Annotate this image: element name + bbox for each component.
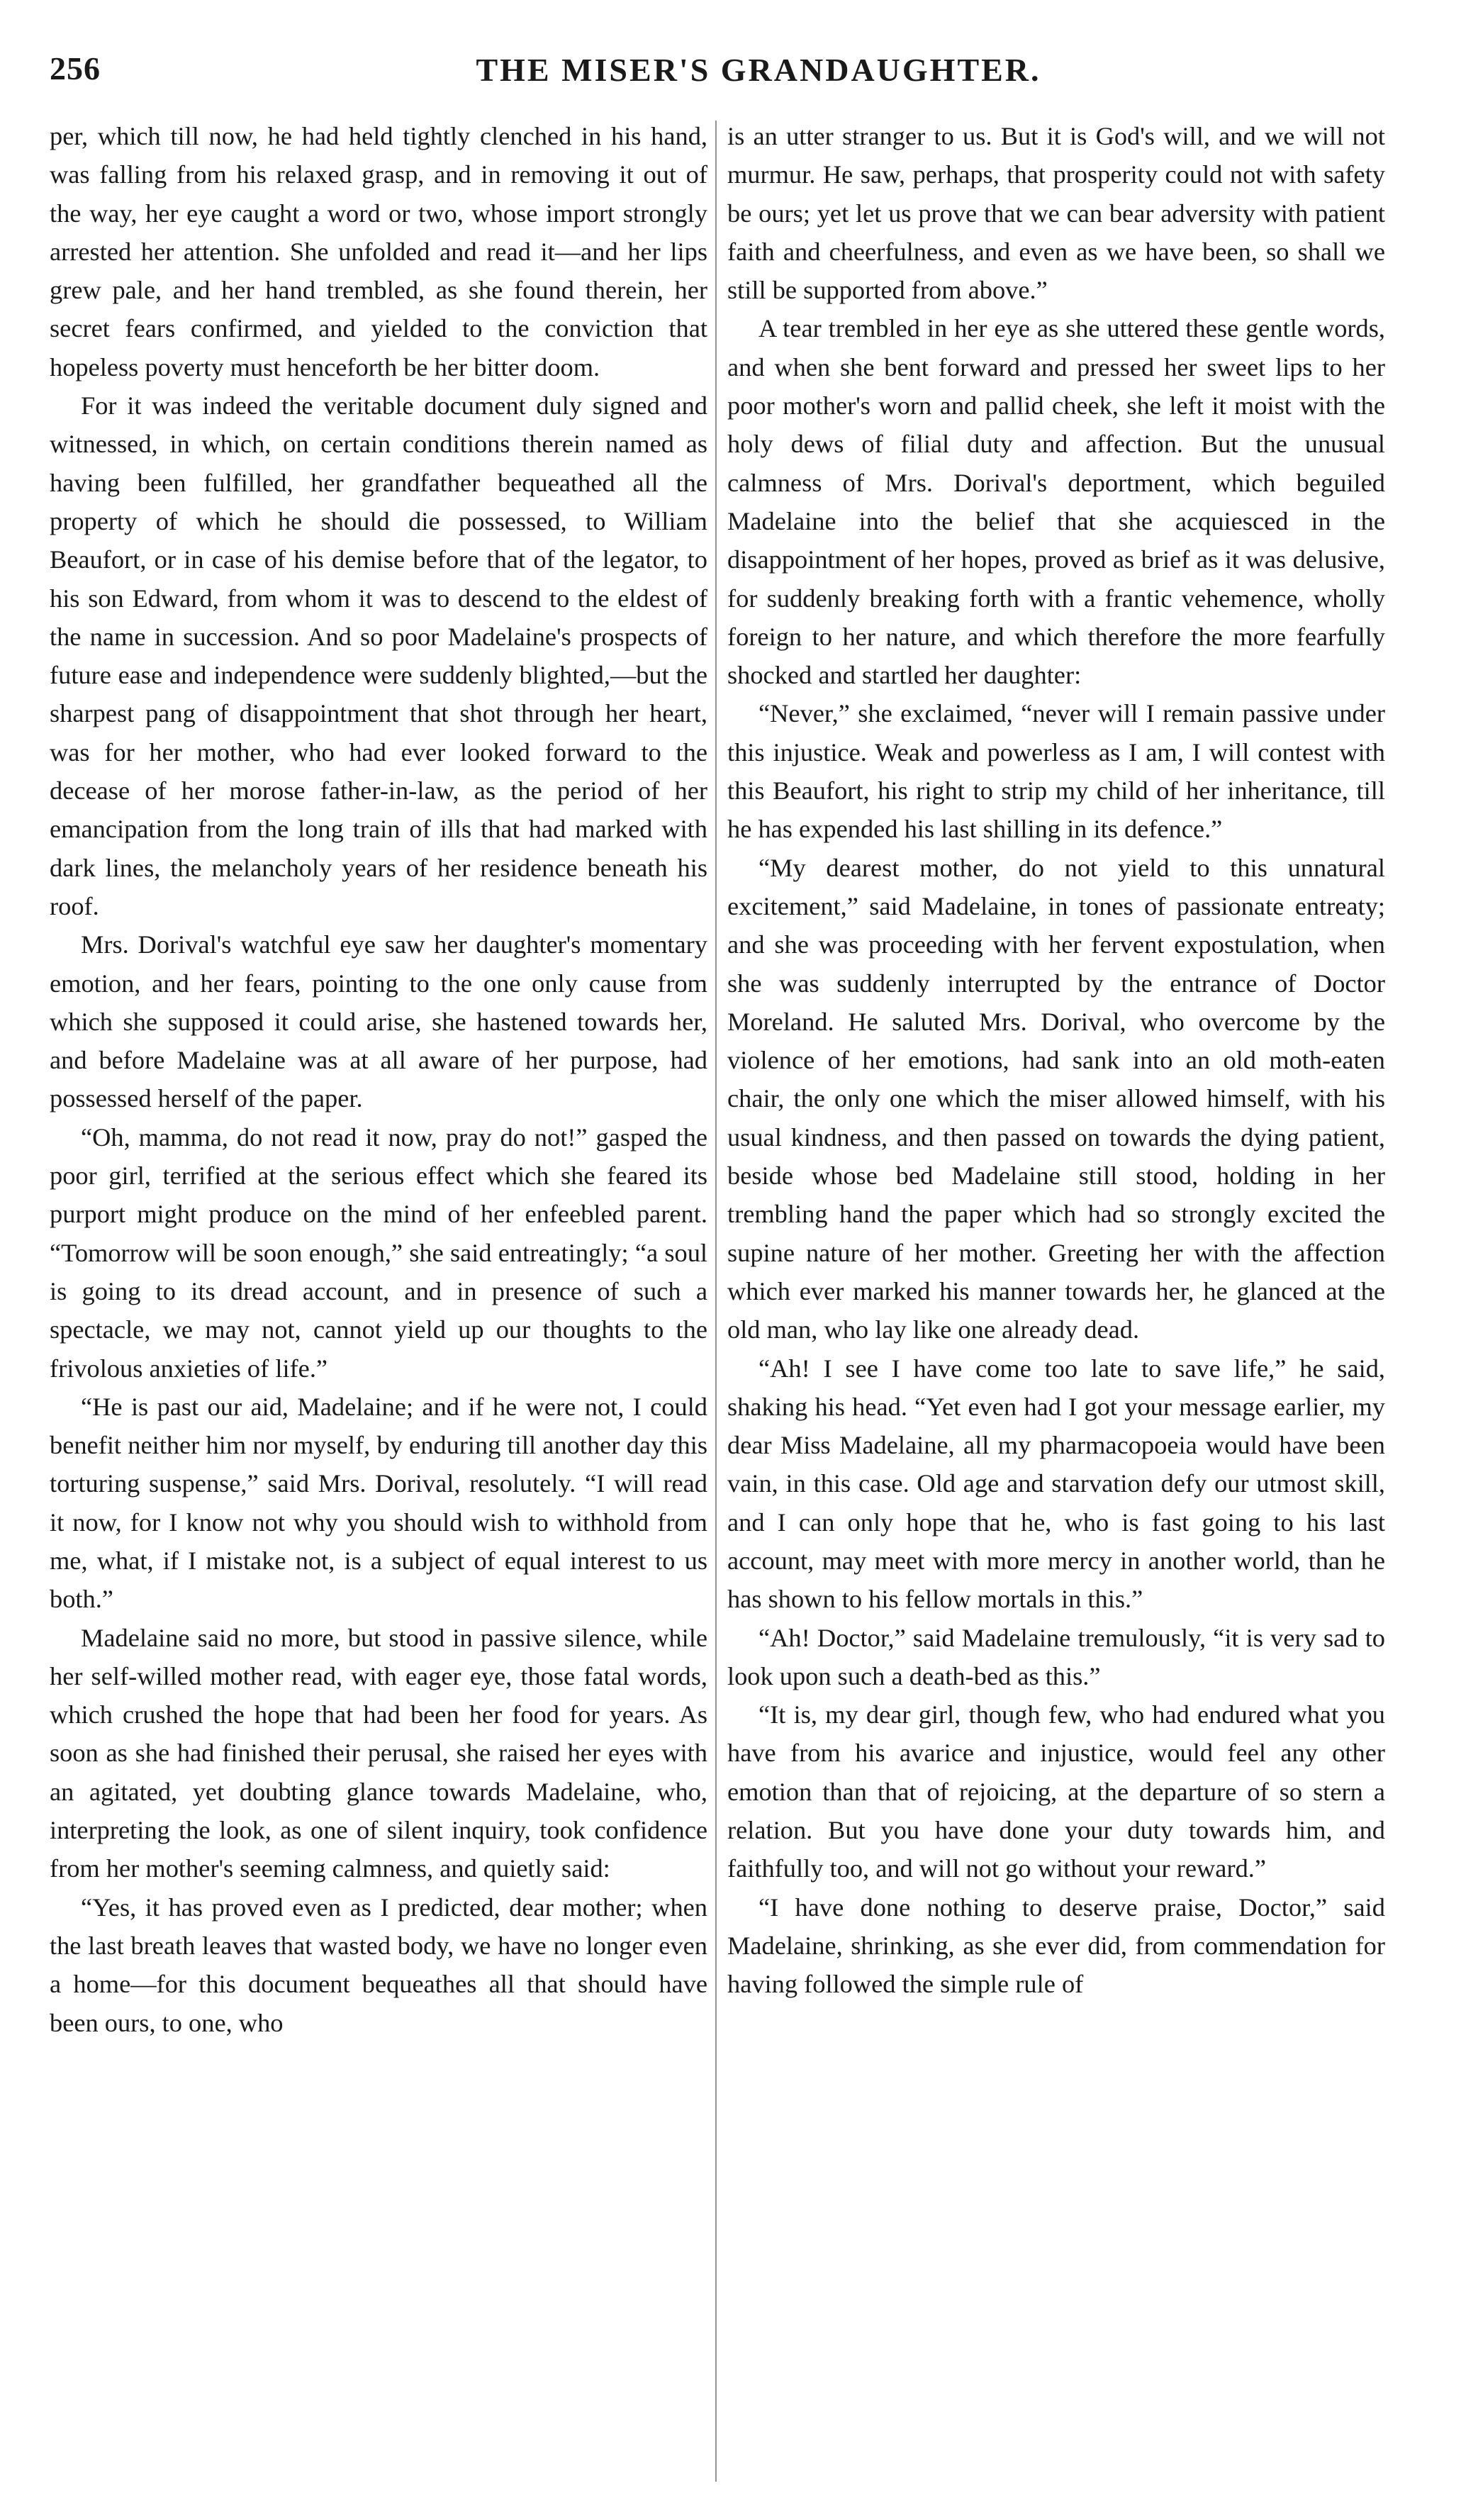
paragraph: For it was indeed the veritable document duly signed and witnessed, in which, on certain conditions therein named as having been fulfilled, her grandfather bequeathed all the property of which he should die possessed, to William Beaufort, or in case of his demise before that of the legator, to his son Edward, from whom it was to descend to the eldest of the name in succession. And so poor Madelaine's prospects of future ease and independence were suddenly blighted,—but the sharpest pang of disappointment that shot through her heart, was for her mother, who had ever looked forward to the decease of her morose father-in-law, as the period of her emancipation from the long train of ills that had marked with dark lines, the melancholy years of her residence beneath his roof. (50, 391, 707, 920)
running-title: THE MISER'S GRANDAUGHTER. (476, 52, 1041, 88)
paragraph: “Yes, it has proved even as I predicted, dear mother; when the last breath leaves that wasted body, we have no longer even a home—for this document bequeathes all that should have been ours, to one, who (50, 1892, 707, 2037)
paragraph: “Ah! I see I have come too late to save life,” he said, shaking his head. “Yet even had I got your message earlier, my dear Miss Madelaine, all my pharmacopoeia would have been vain, in this case. Old age and starvation defy our utmost skill, and I can only hope that he, who is fast going to his last account, may meet with more mercy in another world, than he has shown to his fellow mortals in this.” (727, 1354, 1385, 1614)
running-head (50, 50, 1382, 99)
paragraph: “Oh, mamma, do not read it now, pray do not!” gasped the poor girl, terrified at the serious effect which she feared its purport might produce on the mind of her enfeebled parent. “Tomorrow will be soon enough,” she said entreatingly; “a soul is going to its dread account, and in presence of such a spectacle, we may not, cannot yield up our thoughts to the frivolous anxieties of life.” (50, 1122, 707, 1383)
paragraph: per, which till now, he had held tightly clenched in his hand, was falling from his relaxed grasp, and in removing it out of the way, her eye caught a word or two, whose import strongly arrested her attention. She unfolded and read it—and her lips grew pale, and her hand trembled, as she found therein, her secret fears confirmed, and yielded to the conviction that hopeless poverty must henceforth be her bitter doom. (50, 122, 707, 381)
column-divider (715, 121, 717, 2482)
paragraph: “Ah! Doctor,” said Madelaine tremulously, “it is very sad to look upon such a death-bed as this.” (727, 1623, 1385, 1690)
paragraph: Mrs. Dorival's watchful eye saw her daughter's momentary emotion, and her fears, pointing to the one only cause from which she supposed it could arise, she hastened towards her, and before Madelaine was at all aware of her purpose, had possessed herself of the paper. (50, 930, 707, 1113)
paragraph: “I have done nothing to deserve praise, Doctor,” said Madelaine, shrinking, as she ever did, from commendation for having followed the simple rule of (727, 1892, 1385, 1999)
left-column (50, 117, 707, 2485)
paragraph: “He is past our aid, Madelaine; and if he were not, I could benefit neither him nor myself, by enduring till another day this torturing suspense,” said Mrs. Dorival, resolutely. “I will read it now, for I know not why you should wish to withhold from me, what, if I mistake not, is a subject of equal interest to us both.” (50, 1392, 707, 1614)
paragraph: “Never,” she exclaimed, “never will I remain passive under this injustice. Weak and powerless as I am, I will contest with this Beaufort, his right to strip my child of her inheritance, till he has expended his last shilling in its defence.” (727, 699, 1385, 844)
paragraph: “My dearest mother, do not yield to this unnatural excitement,” said Madelaine, in tones of passionate entreaty; and she was proceeding with her fervent expostulation, when she was suddenly interrupted by the entrance of Doctor Moreland. He saluted Mrs. Dorival, who overcome by the violence of her emotions, had sank into an old moth-eaten chair, the only one which the miser allowed himself, with his usual kindness, and then passed on towards the dying patient, beside whose bed Madelaine still stood, holding in her trembling hand the paper which had so strongly excited the supine nature of her mother. Greeting her with the affection which ever marked his manner towards her, he glanced at the old man, who lay like one already dead. (727, 853, 1385, 1344)
right-column (727, 117, 1385, 2485)
paragraph: “It is, my dear girl, though few, who had endured what you have from his avarice and injustice, would feel any other emotion than that of rejoicing, at the departure of so stern a relation. But you have done your duty towards him, and faithfully too, and will not go without your reward.” (727, 1700, 1385, 1883)
page-number: 256 (50, 50, 101, 87)
paragraph: Madelaine said no more, but stood in passive silence, while her self-willed mother read, with eager eye, those fatal words, which crushed the hope that had been her food for years. As soon as she had finished their perusal, she raised her eyes with an agitated, yet doubting glance towards Madelaine, who, interpreting the look, as one of silent inquiry, took confidence from her mother's seeming calmness, and quietly said: (50, 1623, 707, 1883)
paragraph: is an utter stranger to us. But it is God's will, and we will not murmur. He saw, perhaps, that prosperity could not with safety be ours; yet let us prove that we can bear adversity with patient faith and cheerfulness, and even as we have been, so shall we still be supported from above.” (727, 122, 1385, 305)
paragraph: A tear trembled in her eye as she uttered these gentle words, and when she bent forward and pressed her sweet lips to her poor mother's worn and pallid cheek, she left it moist with the holy dews of filial duty and affection. But the unusual calmness of Mrs. Dorival's deportment, which beguiled Madelaine into the belief that she acquiesced in the disappointment of her hopes, proved as brief as it was delusive, for suddenly breaking forth with a frantic vehemence, wholly foreign to her nature, and which therefore the more fearfully shocked and startled her daughter: (727, 314, 1385, 690)
